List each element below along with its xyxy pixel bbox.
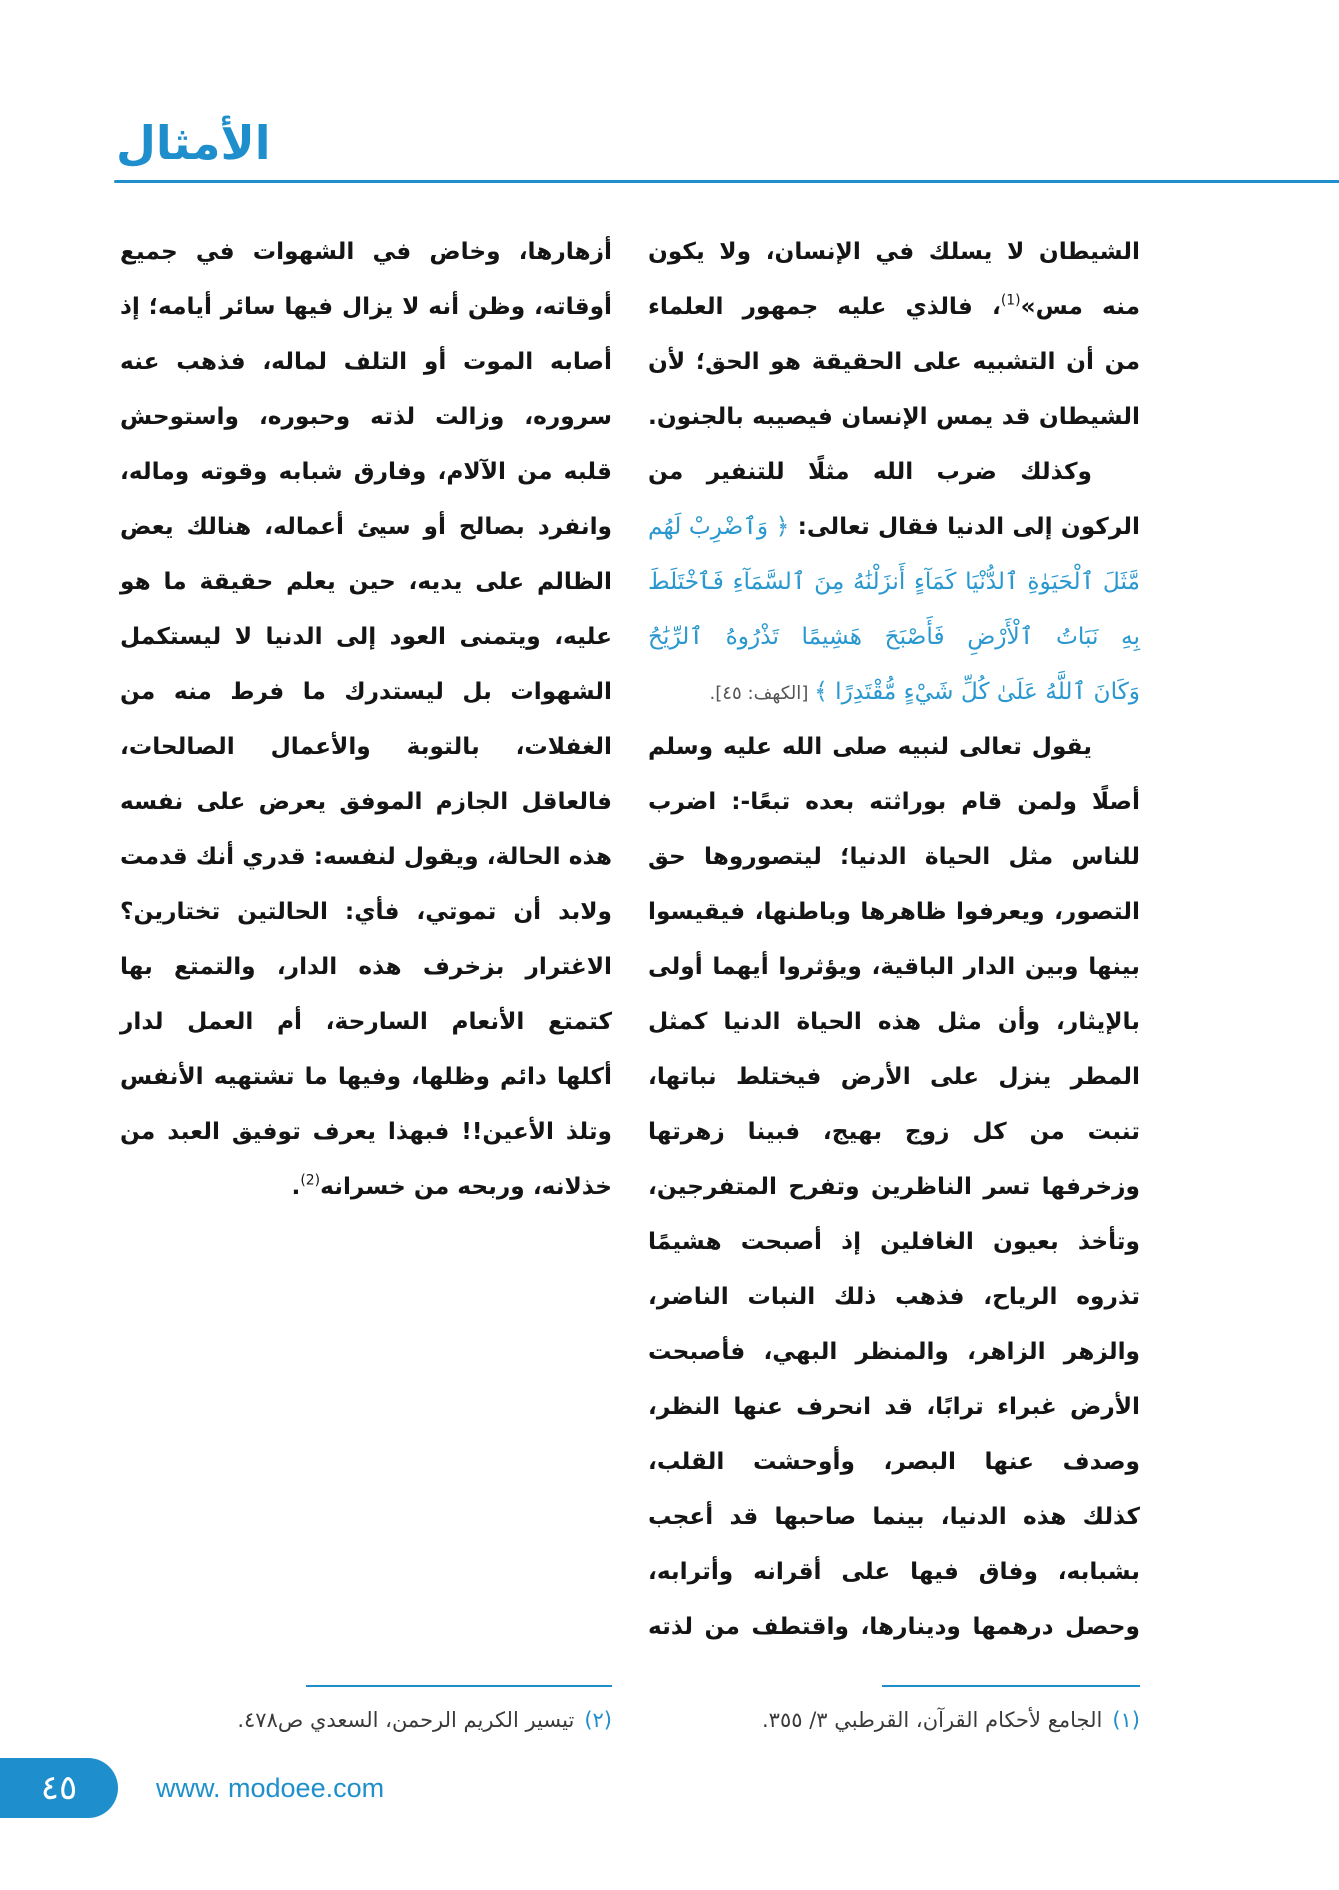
- text-segment: منه مس»: [1020, 293, 1140, 320]
- footnote-separator: [306, 1685, 612, 1687]
- text-line: وحصل درهمها ودينارها، واقتطف من لذته: [648, 1613, 1140, 1640]
- footnote-text: تيسير الكريم الرحمن، السعدي ص٤٧٨.: [237, 1708, 575, 1732]
- text-line: [648, 499, 1140, 554]
- quran-verse-segment: وَكَانَ ٱللَّهُ عَلَىٰ كُلِّ شَيْءٍ مُّقْتَدِرًا ﴾: [814, 678, 1140, 705]
- text-line: المطر ينزل على الأرض فيختلط نباتها،: [648, 1063, 1140, 1090]
- text-line: الاغترار بزخرف هذه الدار، والتمتع بها: [120, 953, 612, 980]
- text-line: والزهر الزاهر، والمنظر البهي، فأصبحت: [648, 1338, 1140, 1365]
- text-segment: ، فالذي عليه جمهور العلماء: [648, 293, 1001, 320]
- text-line: للناس مثل الحياة الدنيا؛ ليتصوروها حق: [648, 843, 1140, 870]
- text-line: قلبه من الآلام، وفارق شبابه وقوته وماله،: [120, 458, 612, 485]
- text-segment: الركون إلى الدنيا فقال تعالى:: [789, 513, 1140, 540]
- text-segment: خذلانه، وربحه من خسرانه: [320, 1173, 612, 1200]
- header-rule: [114, 180, 1339, 183]
- paragraph-first-line: يقول تعالى لنبيه صلى الله عليه وسلم: [648, 733, 1092, 760]
- text-line: الأرض غبراء ترابًا، قد انحرف عنها النظر،: [648, 1393, 1140, 1420]
- text-line: ولابد أن تموتي، فأي: الحالتين تختارين؟: [120, 898, 612, 925]
- footnote-ref-1: (1): [1000, 292, 1021, 309]
- left-column: [120, 224, 612, 1214]
- text-line: من أن التشبيه على الحقيقة هو الحق؛ لأن: [648, 348, 1140, 375]
- text-line: وصدف عنها البصر، وأوحشت القلب،: [648, 1448, 1140, 1475]
- text-line: أصلًا ولمن قام بوراثته بعده تبعًا-: اضرب: [648, 788, 1140, 815]
- text-line: وانفرد بصالح أو سيئ أعماله، هنالك يعض: [120, 513, 612, 540]
- footnote-number: (٢): [584, 1708, 612, 1732]
- text-line: [648, 279, 1140, 334]
- text-line: الشيطان لا يسلك في الإنسان، ولا يكون: [648, 238, 1140, 265]
- text-line: أصابه الموت أو التلف لماله، فذهب عنه: [120, 348, 612, 375]
- footnote-separator: [882, 1685, 1140, 1687]
- text-line: بينها وبين الدار الباقية، ويؤثروا أيهما أولى: [648, 953, 1140, 980]
- text-line: هذه الحالة، ويقول لنفسه: قدري أنك قدمت: [120, 843, 612, 870]
- text-line: بشبابه، وفاق فيها على أقرانه وأترابه،: [648, 1558, 1140, 1585]
- text-line: وتأخذ بعيون الغافلين إذ أصبحت هشيمًا: [648, 1228, 1140, 1255]
- chapter-title: الأمثال: [116, 116, 271, 170]
- text-line: كذلك هذه الدنيا، بينما صاحبها قد أعجب: [648, 1503, 1140, 1530]
- paragraph-first-line: وكذلك ضرب الله مثلًا للتنفير من: [648, 458, 1092, 485]
- text-line: فالعاقل الجازم الموفق يعرض على نفسه: [120, 788, 612, 815]
- quran-verse-segment: بِهِ نَبَاتُ ٱلْأَرْضِ فَأَصْبَحَ هَشِيمًا تَذْرُوهُ ٱلرِّيَٰحُ: [648, 623, 1140, 650]
- text-line: أوقاته، وظن أنه لا يزال فيها سائر أيامه؛ إذ: [120, 293, 612, 320]
- page-number-badge: [0, 1758, 118, 1818]
- text-line: وتلذ الأعين!! فبهذا يعرف توفيق العبد من: [120, 1118, 612, 1145]
- verse-citation: [الكهف: ٤٥].: [709, 683, 815, 704]
- text-line: سروره، وزالت لذته وحبوره، واستوحش: [120, 403, 612, 430]
- quran-verse-line: [648, 554, 1140, 609]
- right-column: [648, 224, 1140, 1654]
- text-line: عليه، ويتمنى العود إلى الدنيا لا ليستكمل: [120, 623, 612, 650]
- website-url: www. modoee.com: [156, 1773, 385, 1803]
- quran-verse-line: [648, 664, 1140, 719]
- text-line: الشهوات بل ليستدرك ما فرط منه من: [120, 678, 612, 705]
- footnote-ref-2: (2): [300, 1172, 321, 1189]
- page-number: ٤٥: [40, 1768, 78, 1808]
- quran-verse-line: [648, 609, 1140, 664]
- quran-verse-segment: مَّثَلَ ٱلْحَيَوٰةِ ٱلدُّنْيَا كَمَآءٍ أَنزَلْنَٰهُ مِنَ ٱلسَّمَآءِ فَٱخْتَلَطَ: [648, 568, 1140, 595]
- footnote-2: [120, 1700, 612, 1740]
- text-line: أزهارها، وخاض في الشهوات في جميع: [120, 238, 612, 265]
- footnote-text: الجامع لأحكام القرآن، القرطبي ٣/ ٣٥٥.: [761, 1708, 1103, 1732]
- text-line: التصور، ويعرفوا ظاهرها وباطنها، فيقيسوا: [648, 898, 1140, 925]
- text-line: [120, 1159, 612, 1214]
- text-line: الظالم على يديه، حين يعلم حقيقة ما هو: [120, 568, 612, 595]
- text-line: أكلها دائم وظلها، وفيها ما تشتهيه الأنفس: [120, 1063, 612, 1090]
- text-segment: .: [291, 1173, 301, 1200]
- text-line: تنبت من كل زوج بهيج، فبينا زهرتها: [648, 1118, 1140, 1145]
- quran-verse-segment: ﴿ وَٱضْرِبْ لَهُم: [648, 513, 790, 540]
- text-line: كتمتع الأنعام السارحة، أم العمل لدار: [120, 1008, 612, 1035]
- text-line: تذروه الرياح، فذهب ذلك النبات الناضر،: [648, 1283, 1140, 1310]
- text-line: وزخرفها تسر الناظرين وتفرح المتفرجين،: [648, 1173, 1140, 1200]
- footnote-1: [648, 1700, 1140, 1740]
- text-line: الغفلات، بالتوبة والأعمال الصالحات،: [120, 733, 612, 760]
- footnote-number: (١): [1112, 1708, 1140, 1732]
- text-line: بالإيثار، وأن مثل هذه الحياة الدنيا كمثل: [648, 1008, 1140, 1035]
- text-line: الشيطان قد يمس الإنسان فيصيبه بالجنون.: [648, 403, 1140, 430]
